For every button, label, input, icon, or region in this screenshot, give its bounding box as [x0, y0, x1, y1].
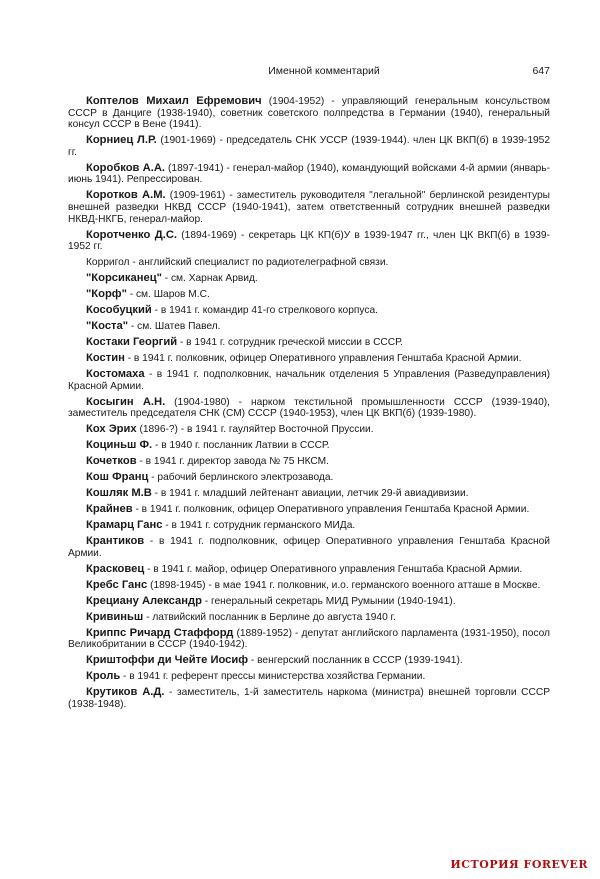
entry: [68, 612, 550, 624]
entry: [68, 163, 550, 186]
entry-text: - в 1941 г. референт прессы министерства хозяйства Германии.: [120, 671, 426, 683]
entry-name: Кошляк М.В: [86, 487, 152, 500]
entry-name: Коптелов Михаил Ефремович: [86, 95, 262, 107]
entry-name: Крамарц Ганс: [86, 519, 163, 532]
entry-text: - в 1941 г. майор, офицер Оперативного управления Генштаба Красной Армии.: [144, 563, 523, 575]
entry-text: Корригол - английский специалист по радиотелеграфной связи.: [86, 257, 389, 269]
running-title: Именной комментарий: [268, 65, 380, 77]
entry-name: Кривиньш: [86, 610, 144, 623]
entry-name: "Корф": [86, 288, 127, 301]
entry-name: Кош Франц: [86, 471, 149, 484]
entry: [68, 580, 550, 592]
entry-name: Кох Эрих: [86, 423, 137, 436]
entry: [68, 321, 550, 333]
entry-name: Коробков А.А.: [86, 161, 166, 174]
entry: [68, 289, 550, 301]
entry: [68, 397, 550, 420]
entry: [68, 687, 550, 710]
entry-name: Костомаха: [86, 367, 145, 380]
entry-name: Красковец: [86, 562, 145, 575]
entry: [68, 536, 550, 559]
entry-text: (1901-1969) - председатель СНК УССР (1939-1944). член ЦК ВКП(б) в 1939-1952 гг.: [68, 135, 550, 158]
entry-text: - в 1941 г. подполковник, начальник отделения 5 Управления (Разведуправления) Красной Армии.: [68, 368, 550, 392]
entry-name: Кребс Ганс: [86, 578, 148, 591]
entry-name: Крутиков А.Д.: [86, 686, 165, 699]
entry-text: (1894-1969) - секретарь ЦК КП(б)У в 1939-1947 гг., член ЦК ВКП(б) в 1939-1952 гг.: [68, 229, 550, 253]
entry-text: - в 1941 г. командир 41-го стрелкового корпуса.: [151, 305, 378, 317]
entry-text: - см. Харнак Арвид.: [161, 273, 258, 285]
entry-text: - в 1941 г. подполковник, офицер Оперативного управления Генштаба Красной Армии.: [68, 536, 550, 559]
entry-text: (1904-1980) - нарком текстильной промышленности СССР (1939-1940), заместитель председателя СНК (СМ) СССР (1940-1953), член ЦК ВКП(б) (1939-1980).: [68, 396, 550, 420]
entry-text: - в 1941 г. полковник, офицер Оперативного управления Генштаба Красной Армии.: [132, 504, 530, 516]
entry-name: Кособуцкий: [86, 304, 152, 317]
entry-name: Кроль: [86, 670, 121, 683]
entry: [68, 472, 550, 484]
entry: [68, 96, 550, 131]
entry-text: - рабочий берлинского электрозавода.: [148, 472, 334, 484]
entry-name: Крециану Александр: [86, 594, 202, 607]
entry-name: "Корсиканец": [86, 272, 162, 285]
watermark-logo: ИСТОРИЯ FOREVER: [450, 858, 588, 871]
entry-text: - см. Шаров М.С.: [126, 289, 210, 301]
entry-name: Крантиков: [86, 535, 145, 548]
entry-name: Коротков А.М.: [86, 189, 166, 202]
entry: [68, 424, 550, 436]
entry-name: Криппс Ричард Стаффорд: [86, 626, 234, 639]
entry: [68, 671, 550, 683]
entry-text: - в 1941 г. полковник, офицер Оперативного управления Генштаба Красной Армии.: [124, 352, 522, 364]
entry-text: - генеральный секретарь МИД Румынии (1940-1941).: [201, 595, 456, 607]
entry-text: - в 1940 г. посланник Латвии в СССР.: [152, 440, 330, 452]
entry-text: - в 1941 г. директор завода № 75 НКСМ.: [136, 456, 329, 468]
entry: [68, 564, 550, 576]
page-header: [68, 63, 550, 79]
entry-name: Костаки Георгий: [86, 336, 178, 348]
entry-text: (1889-1952) - депутат английского парламента (1931-1950), посол Великобритании в СССР (1940-1942).: [68, 627, 551, 651]
entry-name: Кочетков: [86, 455, 137, 468]
entry: [68, 440, 550, 452]
entry: [68, 369, 550, 392]
entry: [68, 135, 550, 158]
entry: [68, 353, 550, 365]
entry-text: - в 1941 г. младший лейтенант авиации, летчик 29-й авиадивизии.: [151, 488, 469, 500]
entry: [68, 337, 550, 349]
entry: [68, 520, 550, 532]
entry-name: Коротченко Д.С.: [86, 228, 178, 241]
entry-text: - латвийский посланник в Берлине до августа 1940 г.: [143, 611, 396, 623]
entry-name: "Коста": [86, 320, 129, 333]
entry-text: (1904-1952) - управляющий генеральным консульством СССР в Данциге (1938-1940), советник советского полпредства в Германии (1940), генеральный консул СССР в Вене (1941).: [68, 96, 550, 131]
entry: [68, 504, 550, 516]
entry: [68, 190, 550, 225]
page-number: 647: [532, 65, 550, 77]
entry: [68, 257, 550, 269]
entry-text: (1898-1945) - в мае 1941 г. полковник, и.о. германского военного атташе в Москве.: [147, 579, 541, 591]
entry: [68, 273, 550, 285]
entries-list: [68, 96, 550, 715]
entry-name: Коциньш Ф.: [86, 439, 153, 452]
entry-name: Косыгин А.Н.: [86, 395, 166, 408]
entry-text: - в 1941 г. сотрудник греческой миссии в СССР.: [177, 337, 403, 348]
entry: [68, 488, 550, 500]
entry: [68, 596, 550, 608]
entry: [68, 230, 550, 253]
entry-text: - заместитель, 1-й заместитель наркома (министра) внешней торговли СССР (1938-1948).: [68, 687, 550, 710]
entry: [68, 456, 550, 468]
entry-text: (1896-?) - в 1941 г. гауляйтер Восточной Пруссии.: [136, 424, 374, 436]
entry-text: - в 1941 г. сотрудник германского МИДа.: [162, 520, 356, 532]
entry: [68, 305, 550, 317]
entry-text: (1909-1961) - заместитель руководителя "легальной" берлинской резидентуры внешней разведки НКВД СССР (1940-1941), затем ответственный сотрудник внешней разведки НКВД-НКГБ, генерал-майор.: [68, 190, 550, 225]
entry-name: Криштоффи ди Чейте Иосиф: [86, 654, 249, 667]
entry-text: - см. Шатев Павел.: [128, 321, 221, 333]
entry: [68, 628, 550, 651]
entry-name: Костин: [86, 351, 125, 364]
entry-name: Крайнев: [86, 503, 133, 516]
entry-text: (1897-1941) - генерал-майор (1940), командующий войсками 4-й армии (январь-июнь 1941). Репрессирован.: [68, 162, 550, 186]
entry: [68, 655, 550, 667]
entry-text: - венгерский посланник в СССР (1939-1941).: [248, 655, 463, 667]
entry-name: Корниец Л.Р.: [86, 134, 157, 147]
